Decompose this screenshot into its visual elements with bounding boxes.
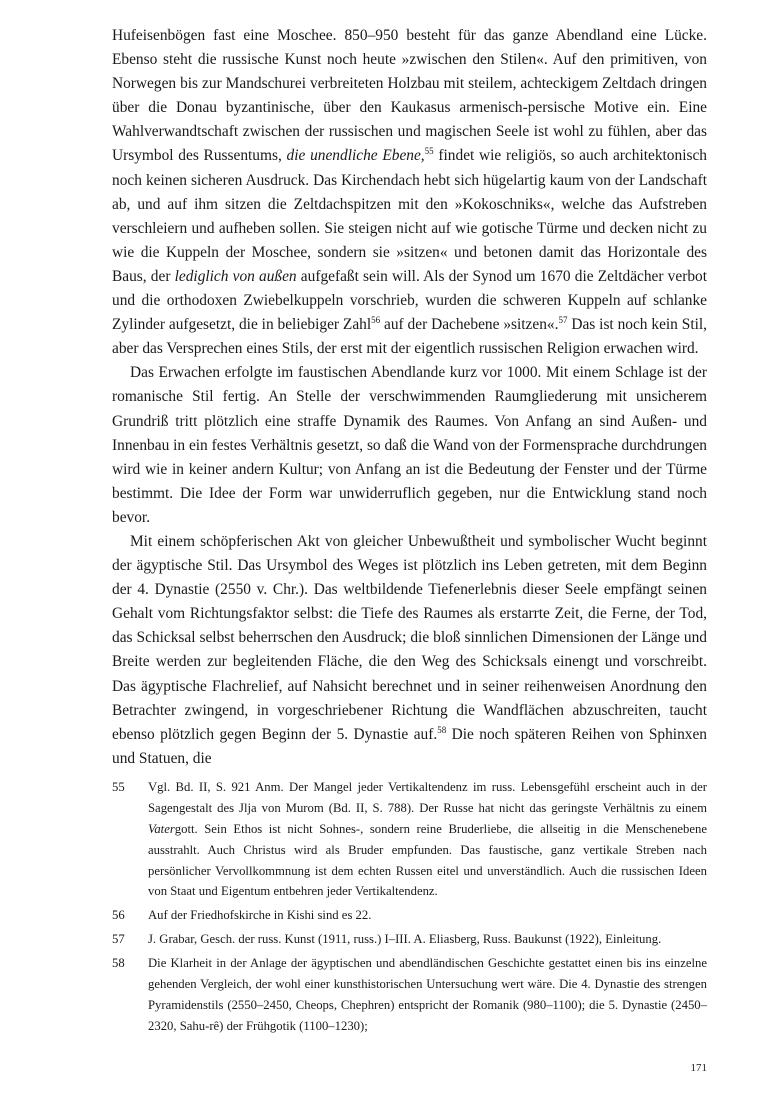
footnote-reference: 55 (424, 146, 434, 157)
footnote-reference: 57 (558, 315, 568, 326)
page (112, 24, 707, 1040)
footnote-text (148, 905, 707, 926)
footnote-text (148, 777, 707, 902)
footnote-56 (112, 905, 707, 926)
text-run: findet wie religiös, so auch architektonisch noch keinen sicheren Ausdruck. Das Kirchendach hebt sich hügelartig kaum von der Landschaft ab, und auf ihm sitzen die Zeltdachspitzen mit den »Kokoschniks«, welche das Aufstreben verschleiern und aufheben sollen. Sie steigen nicht auf wie gotische Türme und decken nicht zu wie die Kuppeln der Moschee, sondern sie »sitzen« und betonen damit das Horizontale des Baus, der (112, 147, 707, 285)
footnote-reference: 56 (371, 315, 381, 326)
text-run: aufgefaßt sein will. Als der Synod um 1670 die Zeltdächer verbot und die orthodoxen Zwiebelkuppeln vorschrieb, wurden die schweren Kuppeln auf schlanke Zylinder aufgesetzt, die in beliebiger Zahl (112, 267, 707, 334)
footnote-number: 58 (112, 956, 125, 971)
text-run: J. Grabar, Gesch. der russ. Kunst (1911, russ.) I–III. A. Eliasberg, Russ. Baukunst (1922), Einleitung. (148, 932, 662, 947)
footnotes (112, 777, 707, 1037)
page-number: 171 (690, 1062, 707, 1074)
emphasis-text: lediglich von außen (174, 267, 297, 285)
text-run: Hufeisenbögen fast eine Moschee. 850–950 besteht für das ganze Abendland eine Lücke. Ebenso steht die russische Kunst noch heute »zwischen den Stilen«. Auf den primitiven, von Norwegen bis zur Mandschurei verbreiteten Holzbau mit steilem, achteckigem Zeltdach dringen über die Donau byzantinische, über den Kaukasus armenisch-persische Motive ein. Eine Wahlverwandtschaft zwischen der russischen und magischen Seele ist wohl zu fühlen, aber das Ursymbol des Russentums, (112, 27, 707, 165)
footnote-text (148, 929, 707, 950)
text-run: auf der Dachebene »sitzen«. (380, 316, 559, 334)
footnote-number: 55 (112, 779, 125, 794)
footnote-57 (112, 929, 707, 950)
text-run: gott. Sein Ethos ist nicht Sohnes-, sondern reine Bruderliebe, die allseitig in die Menschenebene ausstrahlt. Auch Christus wird als Bruder empfunden. Das faustische, ganz vertikale Streben nach persönlicher Vervollkommnung ist dem echten Russen eitel und unverständlich. Auch die russischen Ideen von Staat und Eigentum entbehren jeder Vertikaltendenz. (148, 821, 707, 899)
text-run: Vgl. Bd. II, S. 921 Anm. Der Mangel jeder Vertikaltendenz im russ. Lebensgefühl erscheint auch in der Sagengestalt des Jlja von Murom (Bd. II, S. 788). Der Russe hat nicht das geringste Verhältnis zu einem (148, 779, 707, 815)
paragraph-2 (112, 361, 707, 530)
text-run: Das ist noch kein Stil, aber das Versprechen eines Stils, der erst mit der eigentlich russischen Religion erwachen wird. (112, 316, 707, 358)
emphasis-text: die unendliche Ebene, (286, 147, 425, 165)
text-run: Mit einem schöpferischen Akt von gleicher Unbewußtheit und symbolischer Wucht beginnt der ägyptische Stil. Das Ursymbol des Weges ist plötzlich ins Leben getreten, mit dem Beginn der 4. Dynastie (2550 v. Chr.). Das weltbildende Tiefenerlebnis dieser Seele empfängt seinen Gehalt vom Richtungsfaktor selbst: die Tiefe des Raumes als erstarrte Zeit, die Ferne, der Tod, das Schicksal selbst beherrschen den Ausdruck; die bloß sinnlichen Dimensionen der Länge und Breite werden zur begleitenden Fläche, die den Weg des Schicksals einengt und vorschreibt. Das ägyptische Flachrelief, auf Nahsicht berechnet und in seiner reihenweisen Anordnung den Betrachter zwingend, in vorgeschriebener Richtung die Wandflächen abzuschreiten, taucht ebenso plötzlich gegen Beginn der 5. Dynastie auf. (112, 532, 707, 743)
footnote-58 (112, 953, 707, 1037)
footnote-reference: 58 (437, 724, 447, 735)
emphasis-text: Vater (148, 821, 175, 836)
paragraph-3 (112, 530, 707, 771)
text-run: Die noch späteren Reihen von Sphinxen und Statuen, die (112, 725, 708, 767)
footnote-55 (112, 777, 707, 902)
footnote-number: 57 (112, 932, 125, 947)
footnote-number: 56 (112, 908, 125, 923)
footnote-text (148, 953, 707, 1037)
text-run: Auf der Friedhofskirche in Kishi sind es 22. (148, 908, 372, 923)
text-run: Das Erwachen erfolgte im faustischen Abendlande kurz vor 1000. Mit einem Schlage ist der romanische Stil fertig. An Stelle der verschwimmenden Raumgliederung mit unsicherem Grundriß tritt plötzlich eine straffe Dynamik des Raumes. Von Anfang an sind Außen- und Innenbau in ein festes Verhältnis gesetzt, so daß die Wand von der Formensprache durchdrungen wird wie in keiner andern Kultur; von Anfang an ist die Bedeutung der Fenster und der Türme bestimmt. Die Idee der Form war unwiderruflich gegeben, nur die Entwicklung stand noch bevor. (112, 364, 707, 526)
paragraph-1 (112, 24, 707, 361)
main-text (112, 24, 707, 771)
text-run: Die Klarheit in der Anlage der ägyptischen und abendländischen Geschichte gestattet einen bis ins einzelne gehenden Vergleich, der wohl einer kunsthistorischen Untersuchung wert wäre. Die 4. Dynastie des strengen Pyramidenstils (2550–2450, Cheops, Chephren) entspricht der Romanik (980–1100); die 5. Dynastie (2450–2320, Sahu-rê) der Frühgotik (1100–1230); (148, 956, 707, 1033)
